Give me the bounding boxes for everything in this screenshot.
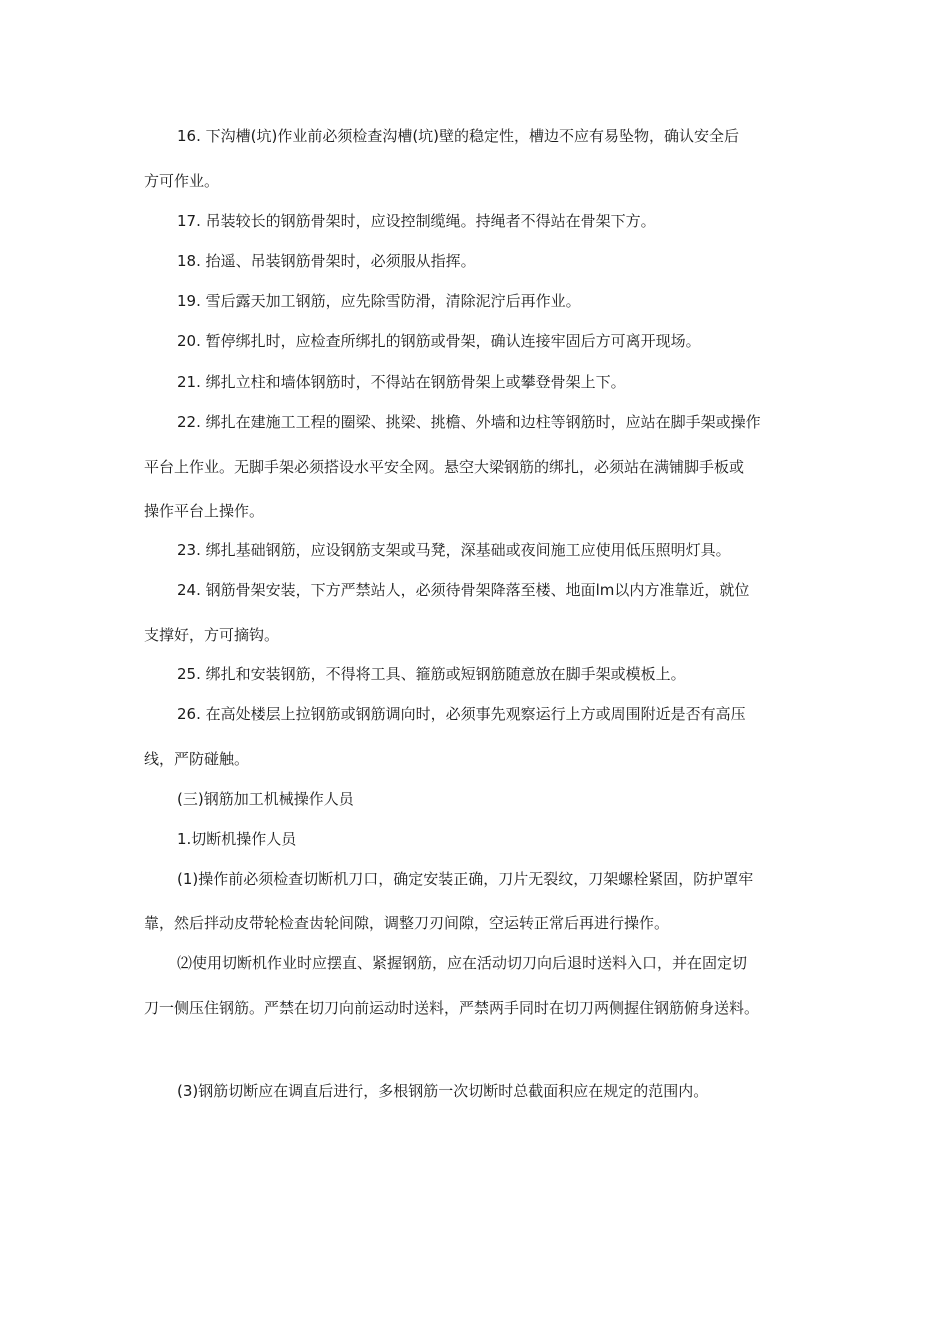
- section-heading: (三)钢筋加工机械操作人员: [177, 790, 354, 808]
- item-17: 17. 吊装较长的钢筋骨架时，应设控制缆绳。持绳者不得站在骨架下方。: [177, 212, 656, 230]
- item-22-line-2: 平台上作业。无脚手架必须搭设水平安全网。悬空大梁钢筋的绑扎，必须站在满铺脚手板或: [144, 458, 745, 476]
- sub-item-1-line-2: 靠，然后拌动皮带轮检查齿轮间隙，调整刀刃间隙，空运转正常后再进行操作。: [144, 914, 670, 932]
- sub-item-3: (3)钢筋切断应在调直后进行，多根钢筋一次切断时总截面积应在规定的范围内。: [177, 1082, 709, 1100]
- item-21: 21. 绑扎立柱和墙体钢筋时，不得站在钢筋骨架上或攀登骨架上下。: [177, 373, 626, 391]
- item-18: 18. 抬遥、吊装钢筋骨架时，必须服从指挥。: [177, 252, 476, 270]
- item-16-line-2: 方可作业。: [144, 172, 220, 190]
- item-24-line-1: 24. 钢筋骨架安装，下方严禁站人，必须待骨架降落至楼、地面lm以内方准靠近，就位: [177, 581, 750, 599]
- item-24-line-2: 支撑好，方可摘钩。: [144, 626, 280, 644]
- item-26-line-1: 26. 在高处楼层上拉钢筋或钢筋调向时，必须事先观察运行上方或周围附近是否有高压: [177, 705, 746, 723]
- item-22-line-3: 操作平台上操作。: [144, 502, 265, 520]
- item-19: 19. 雪后露天加工钢筋，应先除雪防滑，清除泥泞后再作业。: [177, 292, 581, 310]
- item-25: 25. 绑扎和安装钢筋，不得将工具、箍筋或短钢筋随意放在脚手架或模板上。: [177, 665, 686, 683]
- subsection-heading: 1.切断机操作人员: [177, 830, 297, 848]
- sub-item-2-line-1: ⑵使用切断机作业时应摆直、紧握钢筋，应在活动切刀向后退时送料入口，并在固定切: [177, 954, 748, 972]
- item-22-line-1: 22. 绑扎在建施工工程的圈梁、挑梁、挑檐、外墙和边柱等钢筋时，应站在脚手架或操作: [177, 413, 761, 431]
- item-23: 23. 绑扎基础钢筋，应设钢筋支架或马凳，深基础或夜间施工应使用低压照明灯具。: [177, 541, 731, 559]
- item-26-line-2: 线，严防碰触。: [144, 750, 250, 768]
- sub-item-2-line-2: 刀一侧压住钢筋。严禁在切刀向前运动时送料，严禁两手同时在切刀两侧握住钢筋俯身送料。: [144, 999, 760, 1017]
- item-20: 20. 暂停绑扎时，应检查所绑扎的钢筋或骨架，确认连接牢固后方可离开现场。: [177, 332, 701, 350]
- sub-item-1-line-1: (1)操作前必须检查切断机刀口，确定安装正确，刀片无裂纹，刀架螺栓紧固，防护罩牢: [177, 870, 754, 888]
- item-16-line-1: 16. 下沟槽(坑)作业前必须检查沟槽(坑)壁的稳定性，槽边不应有易坠物，确认安全后: [177, 127, 740, 145]
